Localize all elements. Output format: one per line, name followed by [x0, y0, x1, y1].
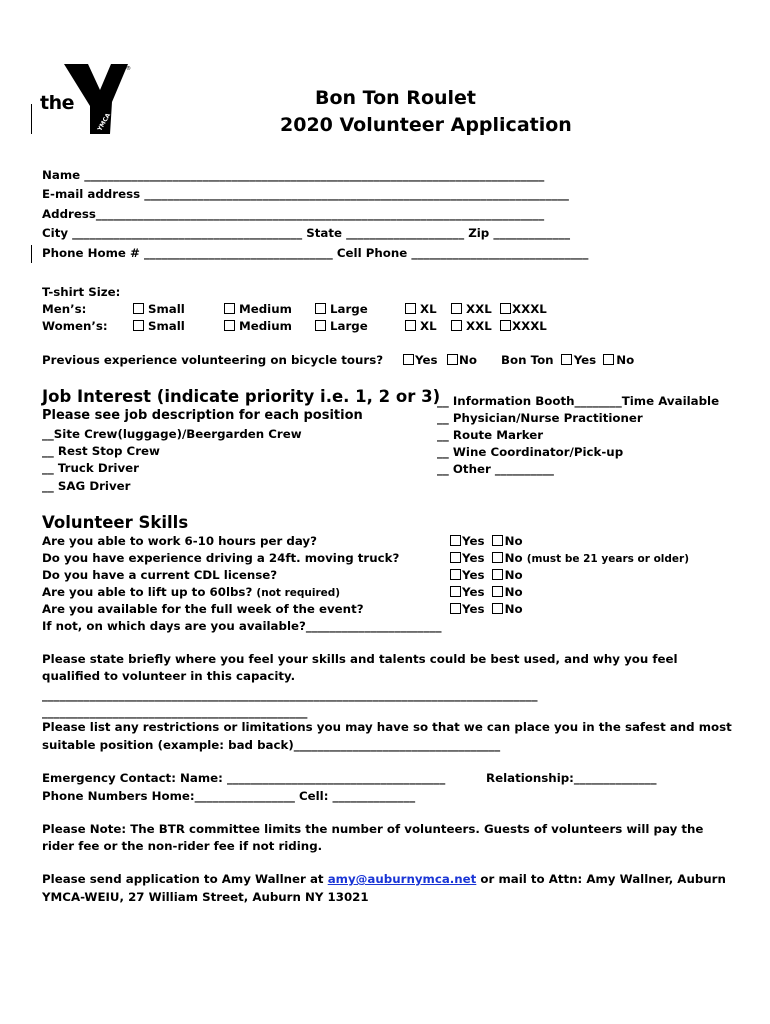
- option-label: Yes: [573, 353, 597, 367]
- skills-answer-cdl: [450, 568, 523, 582]
- womens-medium-option[interactable]: [224, 319, 292, 333]
- question-text: Are you able to lift up to 60lbs?: [42, 585, 253, 599]
- logo-the-text: the: [40, 92, 74, 114]
- job-info-booth[interactable]: __ Information Booth________Time Available: [437, 394, 720, 408]
- checkbox[interactable]: [500, 320, 511, 331]
- emergency-phone-numbers[interactable]: Phone Numbers Home:_________________ Cell: ______________: [42, 789, 416, 803]
- checkbox[interactable]: [405, 320, 416, 331]
- committee-note-line2: rider fee or the non-rider fee if not riding.: [42, 839, 323, 853]
- skills-question-week: Are you available for the full week of the event?: [42, 602, 364, 616]
- checkbox[interactable]: [133, 320, 144, 331]
- skills-answer-hours: [450, 534, 523, 548]
- checkbox-yes[interactable]: [450, 586, 461, 597]
- option-label: Yes: [462, 551, 485, 565]
- checkbox[interactable]: [500, 303, 511, 314]
- experience-yes-option[interactable]: [403, 353, 437, 367]
- option-label: Yes: [462, 568, 485, 582]
- job-description-note: Please see job description for each position: [42, 408, 363, 423]
- restrictions-prompt-line2[interactable]: suitable position (example: bad back)___________________________________: [42, 738, 501, 752]
- name-field[interactable]: Name ______________________________________________________________________________: [42, 168, 545, 182]
- mens-xxl-option[interactable]: [451, 302, 492, 316]
- mens-large-option[interactable]: [315, 302, 368, 316]
- option-label: No: [616, 353, 635, 367]
- option-label: Small: [148, 302, 185, 316]
- womens-large-option[interactable]: [315, 319, 368, 333]
- checkbox[interactable]: [133, 303, 144, 314]
- emergency-contact-name[interactable]: Emergency Contact: Name: _____________________________________: [42, 771, 446, 785]
- option-label: Medium: [239, 302, 292, 316]
- restrictions-prompt-line1: Please list any restrictions or limitations you may have so that we can place you in the safest and most: [42, 720, 732, 734]
- mens-xxxl-option[interactable]: [500, 302, 547, 316]
- experience-no-option[interactable]: [447, 353, 477, 367]
- option-label: No: [504, 585, 523, 599]
- checkbox-no[interactable]: [492, 586, 503, 597]
- option-label: XXXL: [512, 302, 547, 316]
- checkbox[interactable]: [447, 354, 458, 365]
- checkbox-no[interactable]: [492, 535, 503, 546]
- skills-answer-truck: [450, 551, 689, 565]
- checkbox[interactable]: [403, 354, 414, 365]
- option-label: XL: [420, 302, 437, 316]
- job-truck-driver[interactable]: __ Truck Driver: [42, 461, 139, 475]
- send-suffix: or mail to Attn: Amy Wallner, Auburn: [476, 872, 726, 886]
- margin-bar: [31, 104, 32, 134]
- age-note: (must be 21 years or older): [526, 553, 689, 565]
- committee-note-line1: Please Note: The BTR committee limits the number of volunteers. Guests of volunteers will pay the: [42, 822, 704, 836]
- job-other[interactable]: __ Other __________: [437, 462, 554, 476]
- send-prefix: Please send application to Amy Wallner at: [42, 872, 328, 886]
- job-interest-heading: Job Interest (indicate priority i.e. 1, 2 or 3): [42, 387, 441, 406]
- talents-answer-line2[interactable]: _____________________________________________: [42, 705, 308, 719]
- question-note: (not required): [256, 587, 341, 599]
- mens-xl-option[interactable]: [405, 302, 437, 316]
- bonton-label: Bon Ton: [501, 353, 554, 367]
- checkbox[interactable]: [561, 354, 572, 365]
- bonton-experience: [501, 353, 634, 367]
- option-label: Yes: [462, 602, 485, 616]
- option-label: Yes: [415, 353, 438, 367]
- checkbox[interactable]: [451, 320, 462, 331]
- email-field[interactable]: E-mail address ________________________________________________________________________: [42, 187, 569, 201]
- job-site-crew[interactable]: __Site Crew(luggage)/Beergarden Crew: [42, 427, 302, 441]
- address-field[interactable]: Address____________________________________________________________________________: [42, 207, 545, 221]
- city-state-zip-field[interactable]: City _______________________________________ State ____________________ Zip _____________: [42, 226, 571, 240]
- skills-heading: Volunteer Skills: [42, 513, 189, 532]
- job-sag-driver[interactable]: __ SAG Driver: [42, 479, 131, 493]
- skills-question-hours: Are you able to work 6-10 hours per day?: [42, 534, 317, 548]
- option-label: No: [504, 602, 523, 616]
- womens-xl-option[interactable]: [405, 319, 437, 333]
- experience-question: Previous experience volunteering on bicycle tours?: [42, 353, 384, 367]
- page-title: Bon Ton Roulet: [315, 87, 476, 109]
- option-label: Small: [148, 319, 185, 333]
- checkbox[interactable]: [224, 303, 235, 314]
- option-label: XXL: [466, 302, 492, 316]
- womens-xxl-option[interactable]: [451, 319, 492, 333]
- talents-prompt-line2: qualified to volunteer in this capacity.: [42, 669, 296, 683]
- job-route-marker[interactable]: __ Route Marker: [437, 428, 544, 442]
- option-label: Large: [330, 302, 368, 316]
- checkbox-yes[interactable]: [450, 535, 461, 546]
- job-wine-coordinator[interactable]: __ Wine Coordinator/Pick-up: [437, 445, 624, 459]
- skills-question-lift: [42, 585, 340, 599]
- job-rest-stop[interactable]: __ Rest Stop Crew: [42, 444, 160, 458]
- option-label: Yes: [462, 585, 485, 599]
- skills-question-cdl: Do you have a current CDL license?: [42, 568, 278, 582]
- checkbox-yes[interactable]: [450, 603, 461, 614]
- checkbox-no[interactable]: [492, 569, 503, 580]
- send-instructions-line2: YMCA-WEIU, 27 William Street, Auburn NY 13021: [42, 890, 369, 904]
- checkbox[interactable]: [405, 303, 416, 314]
- checkbox[interactable]: [451, 303, 462, 314]
- option-label: XL: [420, 319, 437, 333]
- checkbox-no[interactable]: [492, 552, 503, 563]
- checkbox-yes[interactable]: [450, 569, 461, 580]
- checkbox[interactable]: [315, 320, 326, 331]
- margin-bar-2: [31, 245, 32, 263]
- job-physician[interactable]: __ Physician/Nurse Practitioner: [437, 411, 643, 425]
- ymca-brand-text: YMCA: [96, 112, 113, 133]
- checkbox[interactable]: [224, 320, 235, 331]
- skills-answer-lift: [450, 585, 523, 599]
- option-label: No: [504, 551, 523, 565]
- mens-label: Men’s:: [42, 302, 87, 316]
- email-link[interactable]: amy@auburnymca.net: [327, 872, 477, 886]
- mens-small-option[interactable]: [133, 302, 185, 316]
- skills-question-truck: Do you have experience driving a 24ft. moving truck?: [42, 551, 400, 565]
- ymca-y-icon: [62, 62, 132, 136]
- phone-field[interactable]: Phone Home # ________________________________ Cell Phone ______________________________: [42, 246, 589, 260]
- option-label: No: [504, 568, 523, 582]
- registered-mark: ®: [126, 66, 131, 72]
- mens-medium-option[interactable]: [224, 302, 292, 316]
- tshirt-heading: T-shirt Size:: [42, 285, 121, 299]
- womens-small-option[interactable]: [133, 319, 185, 333]
- checkbox[interactable]: [603, 354, 614, 365]
- talents-prompt-line1: Please state briefly where you feel your skills and talents could be best used, and why you feel: [42, 652, 678, 666]
- emergency-relationship[interactable]: Relationship:______________: [486, 771, 657, 785]
- option-label: No: [504, 534, 523, 548]
- option-label: XXL: [466, 319, 492, 333]
- talents-answer-line1[interactable]: ____________________________________________________________________________________: [42, 688, 538, 702]
- option-label: XXXL: [512, 319, 547, 333]
- page-subtitle: 2020 Volunteer Application: [280, 114, 572, 136]
- option-label: No: [459, 353, 477, 367]
- checkbox-no[interactable]: [492, 603, 503, 614]
- option-label: Yes: [462, 534, 485, 548]
- checkbox-yes[interactable]: [450, 552, 461, 563]
- skills-question-days[interactable]: If not, on which days are you available?_______________________: [42, 619, 442, 633]
- womens-xxxl-option[interactable]: [500, 319, 547, 333]
- send-instructions-line1: [42, 872, 726, 886]
- womens-label: Women’s:: [42, 319, 108, 333]
- skills-answer-week: [450, 602, 523, 616]
- option-label: Large: [330, 319, 368, 333]
- checkbox[interactable]: [315, 303, 326, 314]
- option-label: Medium: [239, 319, 292, 333]
